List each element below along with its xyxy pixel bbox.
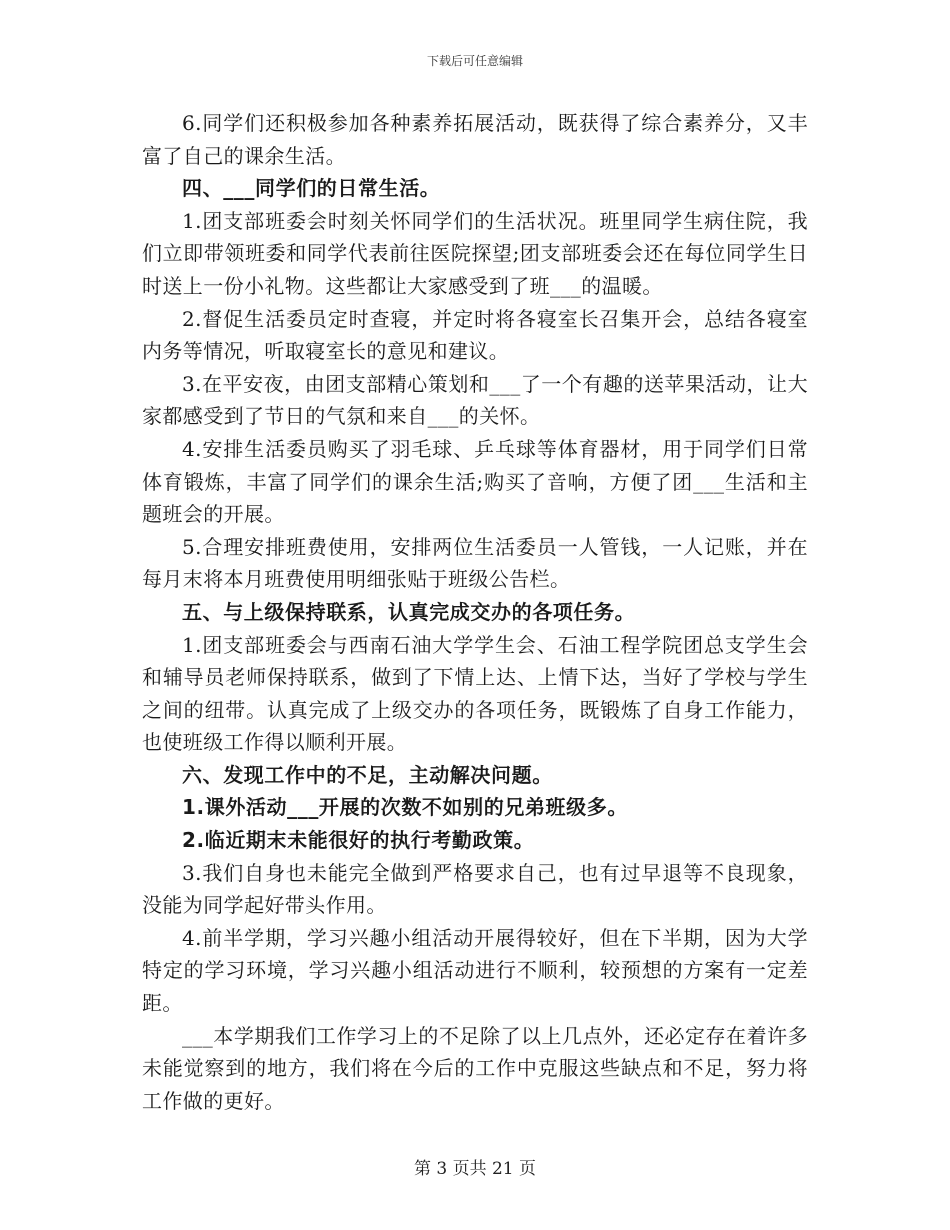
paragraph: 6.同学们还积极参加各种素养拓展活动，既获得了综合素养分，又丰富了自己的课余生活。 [142, 111, 808, 168]
paragraph: 1.团支部班委会与西南石油大学学生会、石油工程学院团总支学生会和辅导员老师保持联系，做到了下情上达、上情下达，当好了学校与学生之间的纽带。认真完成了上级交办的各项任务，既锻炼了自身工作能力，也使班级工作得以顺利开展。 [142, 632, 808, 755]
page-number: 第 3 页共 21 页 [413, 1159, 537, 1179]
section-heading: 六、发现工作中的不足，主动解决问题。 [182, 762, 553, 787]
section-heading: 五、与上级保持联系，认真完成交办的各项任务。 [182, 599, 636, 624]
bold-item: 1.课外活动___开展的次数不如别的兄弟班级多。 [182, 795, 628, 820]
paragraph: 3.我们自身也未能完全做到严格要求自己，也有过早退等不良现象，没能为同学起好带头作用。 [142, 860, 808, 918]
paragraph: 4.安排生活委员购买了羽毛球、乒乓球等体育器材，用于同学们日常体育锻炼，丰富了同学们的课余生活;购买了音响，方便了团___生活和主题班会的开展。 [142, 436, 808, 527]
header-note: 下载后可任意编辑 [426, 54, 523, 68]
paragraph: 1.团支部班委会时刻关怀同学们的生活状况。班里同学生病住院，我们立即带领班委和同学代表前往医院探望;团支部班委会还在每位同学生日时送上一份小礼物。这些都让大家感受到了班___的温暖。 [142, 208, 808, 298]
bold-item: 2.临近期末未能很好的执行考勤政策。 [182, 828, 535, 853]
section-heading: 四、___同学们的日常生活。 [182, 176, 441, 201]
paragraph: 3.在平安夜，由团支部精心策划和___了一个有趣的送苹果活动，让大家都感受到了节日的气氛和来自___的关怀。 [142, 371, 808, 429]
document-body [142, 107, 808, 1117]
paragraph: ___本学期我们工作学习上的不足除了以上几点外，还必定存在着许多未能觉察到的地方，我们将在今后的工作中克服这些缺点和不足，努力将工作做的更好。 [142, 1023, 808, 1113]
paragraph: 4.前半学期，学习兴趣小组活动开展得较好，但在下半期，因为大学特定的学习环境，学习兴趣小组活动进行不顺利，较预想的方案有一定差距。 [142, 925, 808, 1016]
paragraph: 2.督促生活委员定时查寝，并定时将各寝室长召集开会，总结各寝室内务等情况，听取寝室长的意见和建议。 [142, 306, 808, 364]
paragraph: 5.合理安排班费使用，安排两位生活委员一人管钱，一人记账，并在每月末将本月班费使用明细张贴于班级公告栏。 [142, 534, 808, 592]
